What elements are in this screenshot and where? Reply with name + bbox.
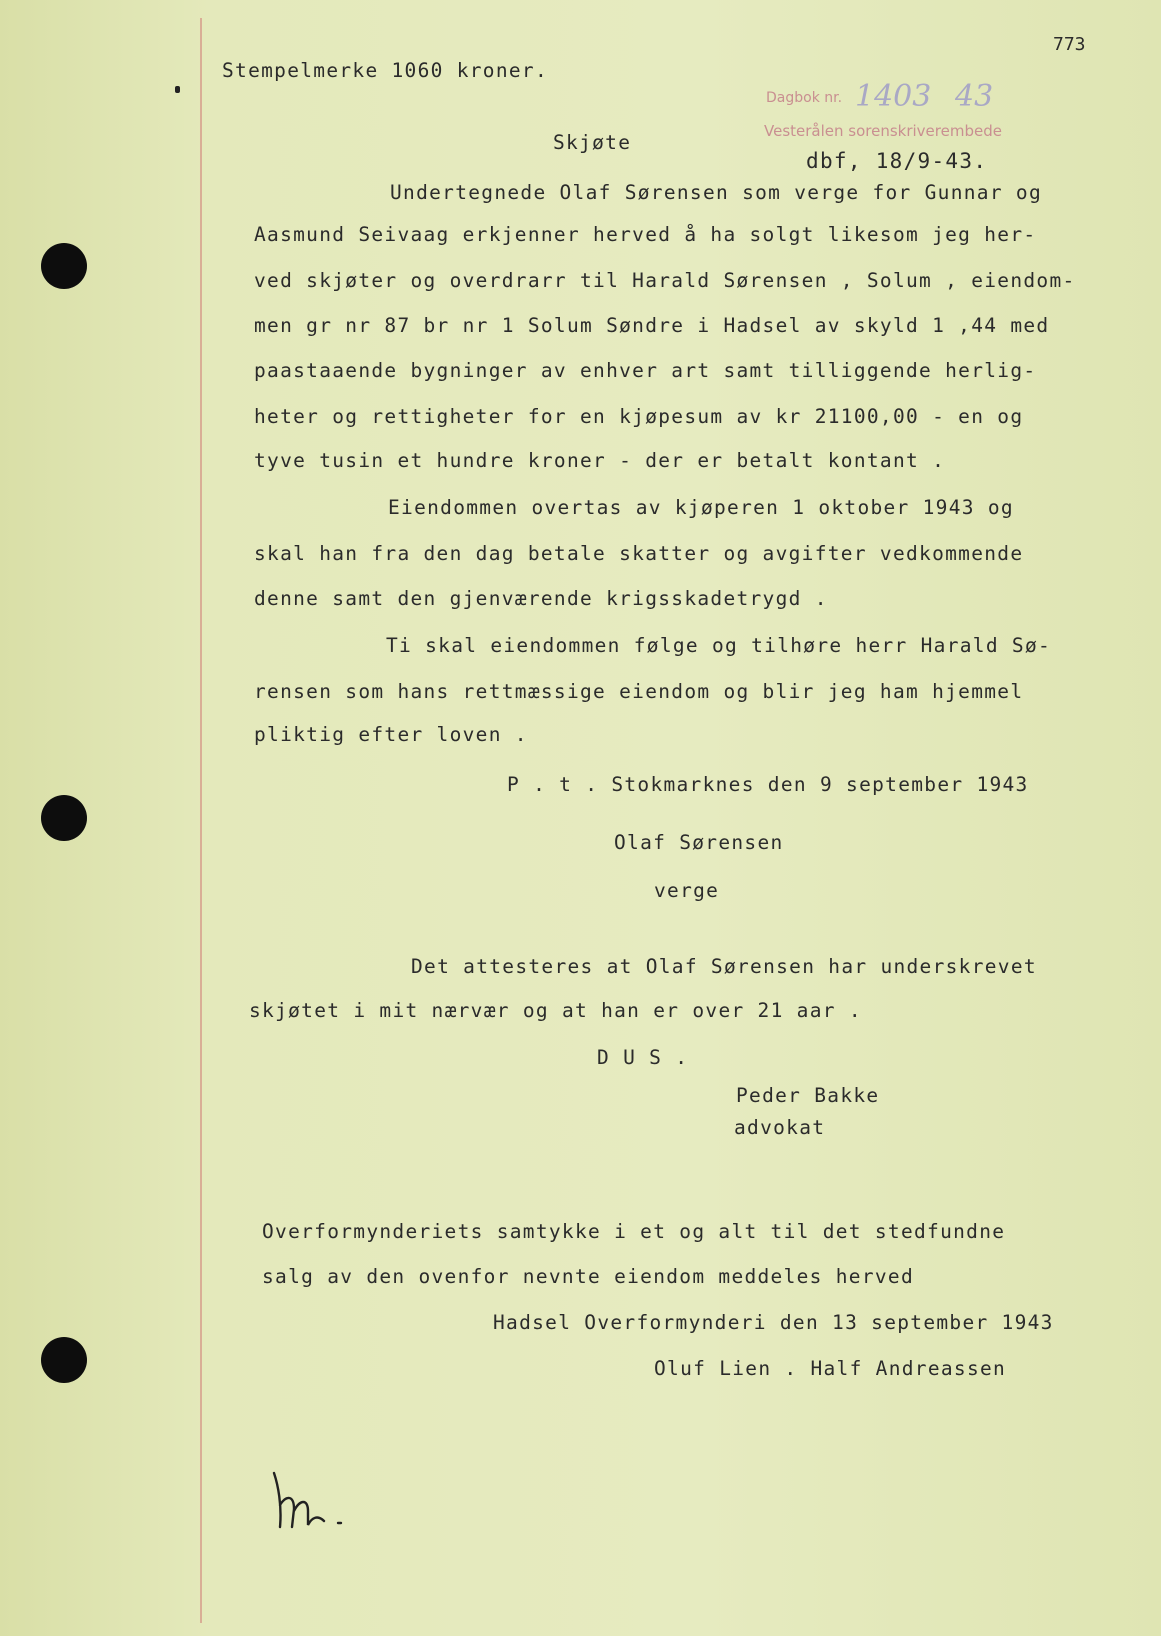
ink-mark xyxy=(175,86,180,93)
deed-line: heter og rettigheter for en kjøpesum av kr 21100,00 - en og xyxy=(254,405,1024,428)
witness-name: Peder Bakke xyxy=(736,1084,880,1107)
consent-line: Overformynderiets samtykke i et og alt til det stedfundne xyxy=(262,1220,1006,1243)
deed-line: Eiendommen overtas av kjøperen 1 oktober 1943 og xyxy=(388,496,1014,519)
margin-rule xyxy=(200,18,202,1623)
deed-line: men gr nr 87 br nr 1 Solum Søndre i Hadsel av skyld 1 ,44 med xyxy=(254,314,1050,337)
signatory-role: verge xyxy=(654,879,720,902)
deed-line: skal han fra den dag betale skatter og avgifter vedkommende xyxy=(254,542,1024,565)
attestation-line: Det attesteres at Olaf Sørensen har underskrevet xyxy=(411,955,1037,978)
witness-title: advokat xyxy=(734,1116,826,1139)
deed-line: paastaaende bygninger av enhver art samt tilliggende herlig- xyxy=(254,359,1037,382)
deed-line: ved skjøter og overdrarr til Harald Sørensen , Solum , eiendom- xyxy=(254,269,1076,292)
signatory-name: Olaf Sørensen xyxy=(614,831,784,854)
office-stamp: Vesterålen sorenskriverembede xyxy=(764,122,1002,140)
dagbok-label: Dagbok nr. xyxy=(766,90,843,106)
stamp-duty-note: Stempelmerke 1060 kroner. xyxy=(222,59,548,82)
deed-line: denne samt den gjenværende krigsskadetrygd . xyxy=(254,587,828,610)
consent-place-date: Hadsel Overformynderi den 13 september 1943 xyxy=(493,1311,1054,1334)
deed-line: Undertegnede Olaf Sørensen som verge for Gunnar og xyxy=(390,181,1042,204)
consent-line: salg av den ovenfor nevnte eiendom meddeles herved xyxy=(262,1265,914,1288)
handwritten-initials xyxy=(268,1465,368,1535)
registration-date: dbf, 18/9-43. xyxy=(806,149,988,173)
deed-line: Aasmund Seivaag erkjenner herved å ha solgt likesom jeg her- xyxy=(254,223,1037,246)
attestation-line: skjøtet i mit nærvær og at han er over 21 aar . xyxy=(249,999,862,1022)
deed-line: Ti skal eiendommen følge og tilhøre herr Harald Sø- xyxy=(386,634,1052,657)
punch-hole xyxy=(41,243,87,289)
dagbok-number: 1403 xyxy=(855,79,932,114)
witness-initials: D U S . xyxy=(597,1046,689,1069)
deed-line: rensen som hans rettmæssige eiendom og blir jeg ham hjemmel xyxy=(254,680,1024,703)
dagbok-year: 43 xyxy=(955,79,994,114)
deed-title: Skjøte xyxy=(553,131,632,154)
place-date: P . t . Stokmarknes den 9 september 1943 xyxy=(507,773,1029,796)
deed-line: pliktig efter loven . xyxy=(254,723,528,746)
punch-hole xyxy=(41,1337,87,1383)
deed-line: tyve tusin et hundre kroner - der er betalt kontant . xyxy=(254,449,946,472)
punch-hole xyxy=(41,795,87,841)
consent-signatories: Oluf Lien . Half Andreassen xyxy=(654,1357,1007,1380)
page-number: 773 xyxy=(1053,34,1086,55)
